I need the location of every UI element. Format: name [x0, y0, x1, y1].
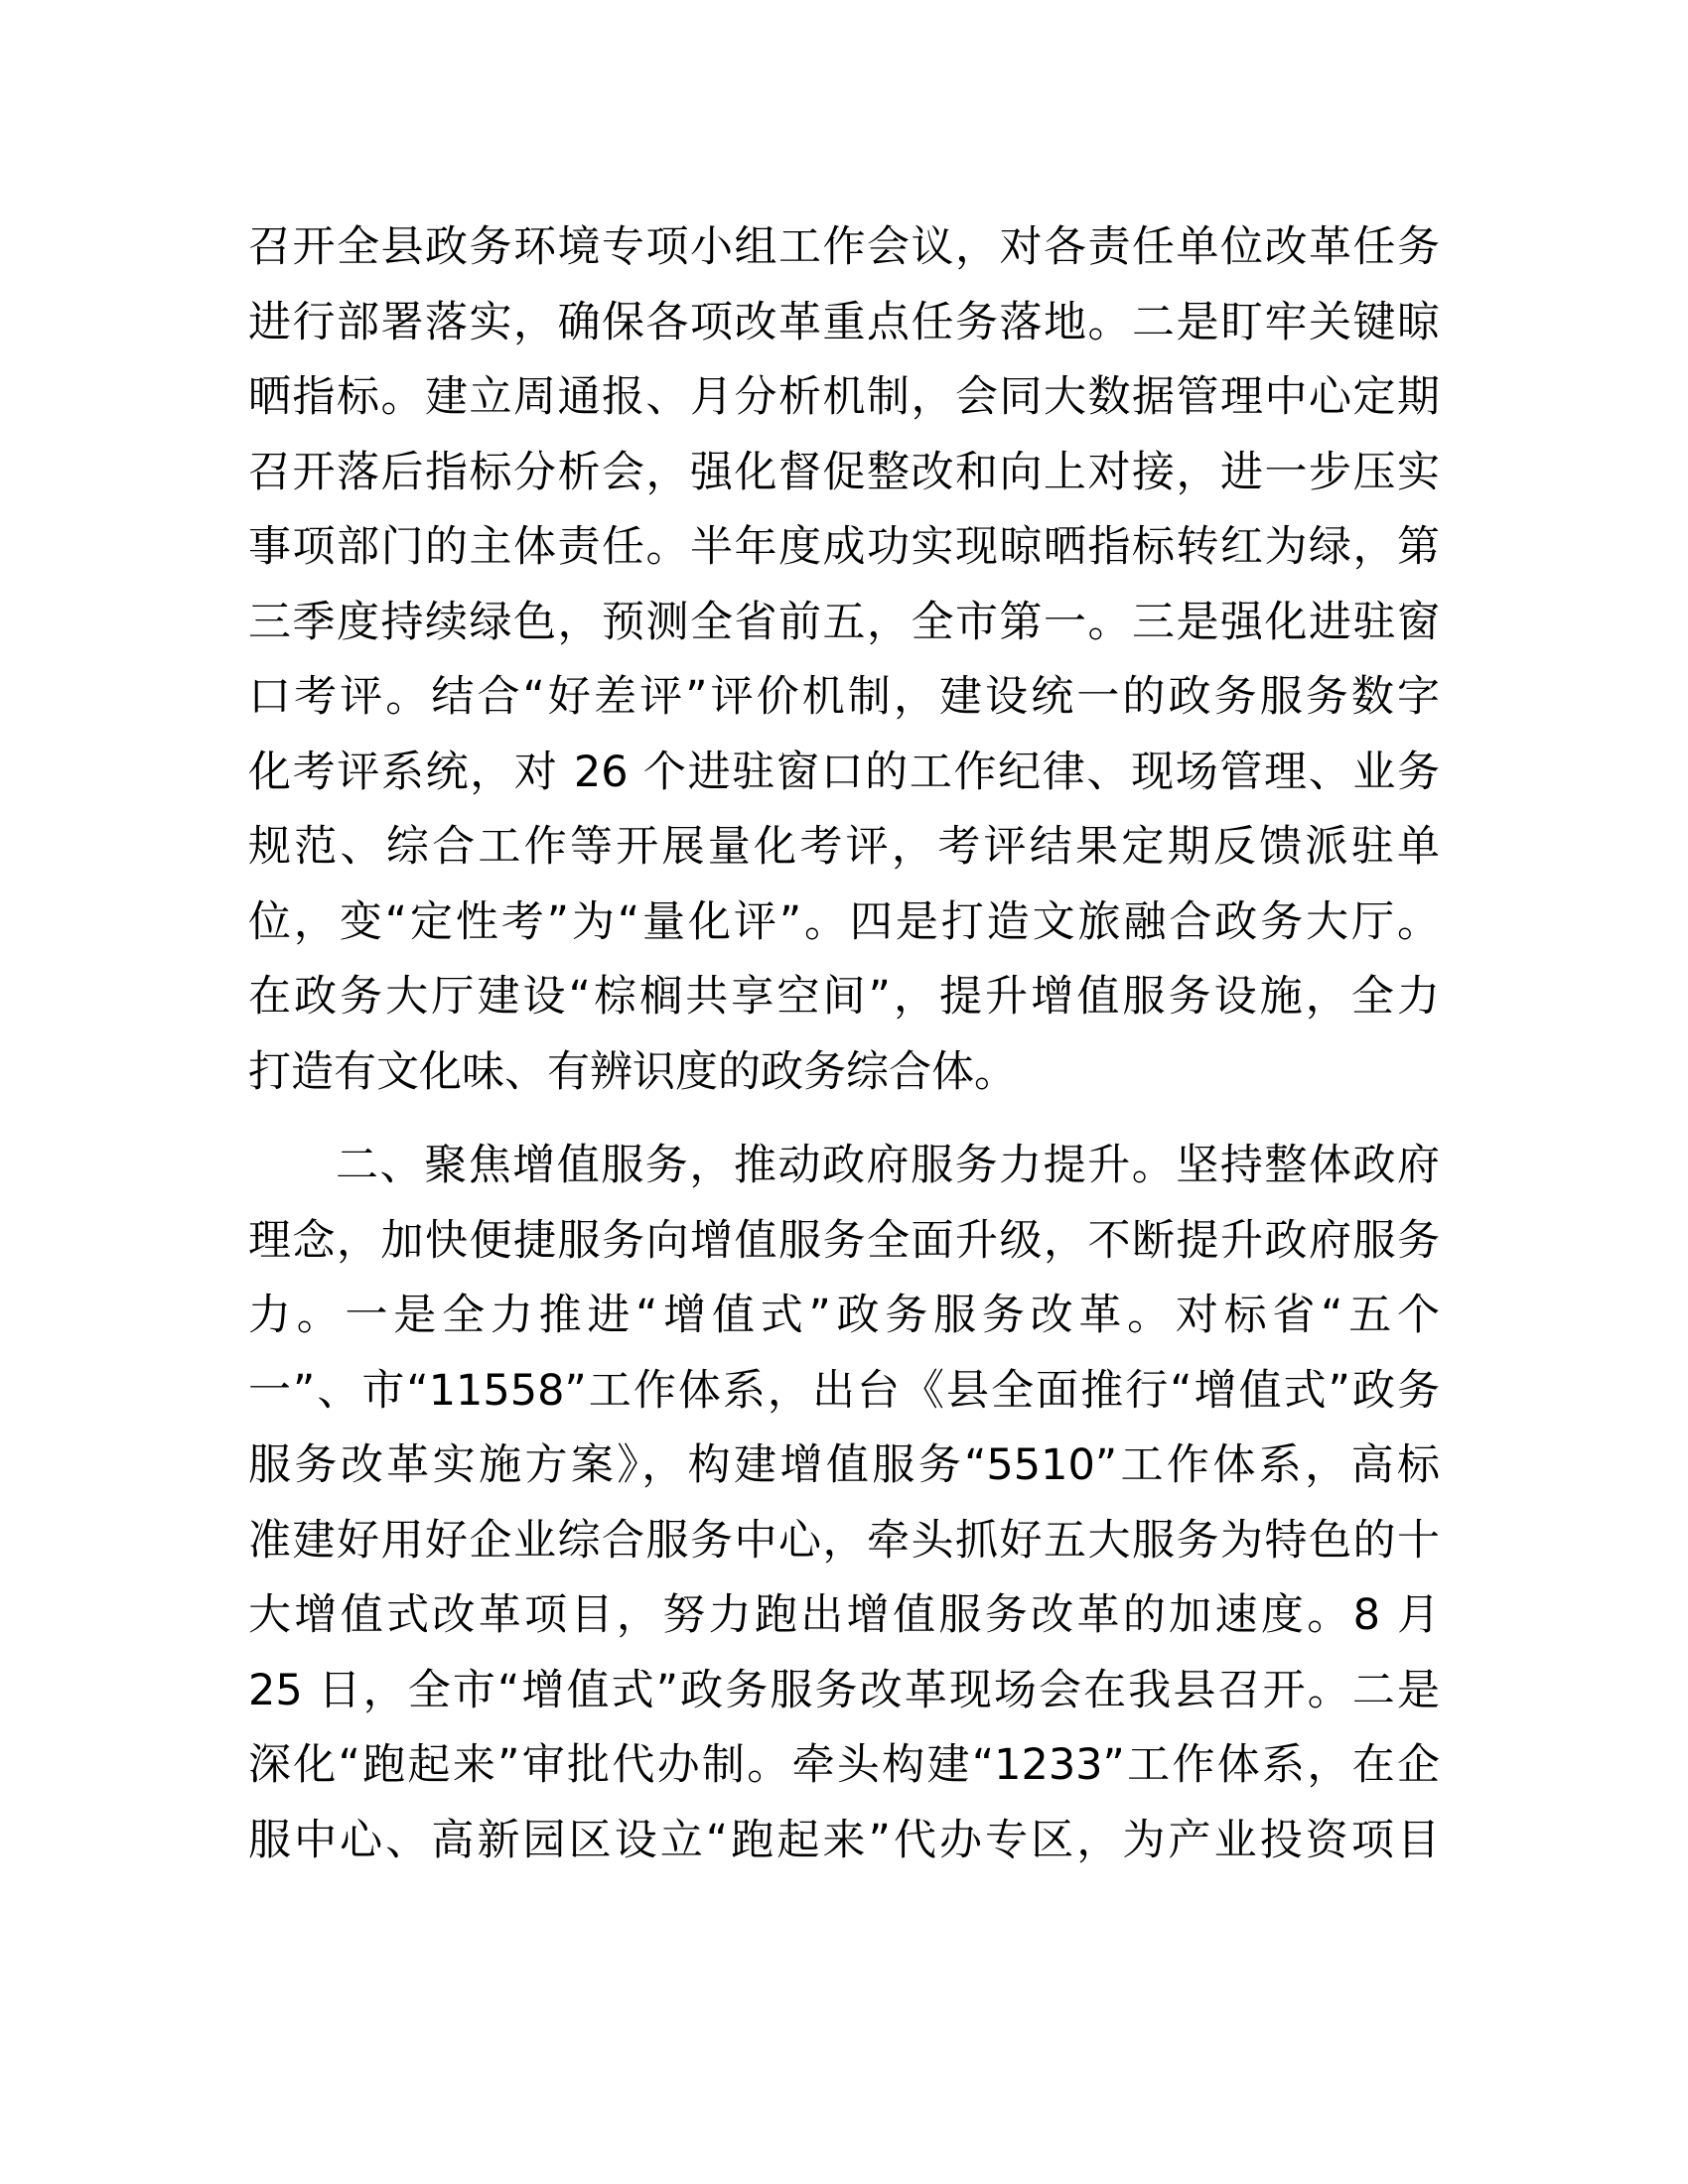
section-heading-line: 二、聚焦增值服务，推动政府服务力提升。坚持整体政府	[336, 1141, 1440, 1190]
text-line: 一”、市“11558”工作体系，出台《县全面推行“增值式”政务	[248, 1365, 1440, 1416]
text-line: 召开全县政务环境专项小组工作会议，对各责任单位改革任务	[248, 222, 1440, 272]
text-line: 召开落后指标分析会，强化督促整改和向上对接，进一步压实	[248, 447, 1440, 497]
text-line: 打造有文化味、有辨识度的政务综合体。	[248, 1046, 1017, 1097]
paragraph-2	[248, 1129, 1440, 1878]
text-line: 在政务大厅建设“棕榈共享空间”，提升增值服务设施，全力	[248, 972, 1440, 1022]
text-line: 进行部署落实，确保各项改革重点任务落地。二是盯牢关键晾	[248, 297, 1440, 347]
text-line: 口考评。结合“好差评”评价机制，建设统一的政务服务数字	[248, 672, 1440, 722]
document-body	[248, 210, 1440, 1897]
text-line: 晒指标。建立周通报、月分析机制，会同大数据管理中心定期	[248, 372, 1440, 422]
text-line: 大增值式改革项目，努力跑出增值服务改革的加速度。8 月	[248, 1590, 1440, 1640]
text-line: 25 日，全市“增值式”政务服务改革现场会在我县召开。二是	[248, 1665, 1440, 1715]
text-line: 规范、综合工作等开展量化考评，考评结果定期反馈派驻单	[248, 822, 1440, 872]
text-line: 准建好用好企业综合服务中心，牵头抓好五大服务为特色的十	[248, 1515, 1440, 1566]
text-line: 服务改革实施方案》，构建增值服务“5510”工作体系，高标	[248, 1440, 1440, 1490]
text-line: 深化“跑起来”审批代办制。牵头构建“1233”工作体系，在企	[248, 1740, 1440, 1790]
text-line: 理念，加快便捷服务向增值服务全面升级，不断提升政府服务	[248, 1215, 1440, 1266]
text-line: 力。一是全力推进“增值式”政务服务改革。对标省“五个	[248, 1291, 1440, 1340]
text-line: 事项部门的主体责任。半年度成功实现晾晒指标转红为绿，第	[248, 522, 1440, 572]
text-line: 化考评系统，对 26 个进驻窗口的工作纪律、现场管理、业务	[248, 747, 1440, 797]
text-line: 位，变“定性考”为“量化评”。四是打造文旅融合政务大厅。	[248, 896, 1440, 947]
text-line: 三季度持续绿色，预测全省前五，全市第一。三是强化进驻窗	[248, 597, 1440, 647]
paragraph-1	[248, 210, 1440, 1110]
text-line: 服中心、高新园区设立“跑起来”代办专区，为产业投资项目	[248, 1815, 1440, 1865]
